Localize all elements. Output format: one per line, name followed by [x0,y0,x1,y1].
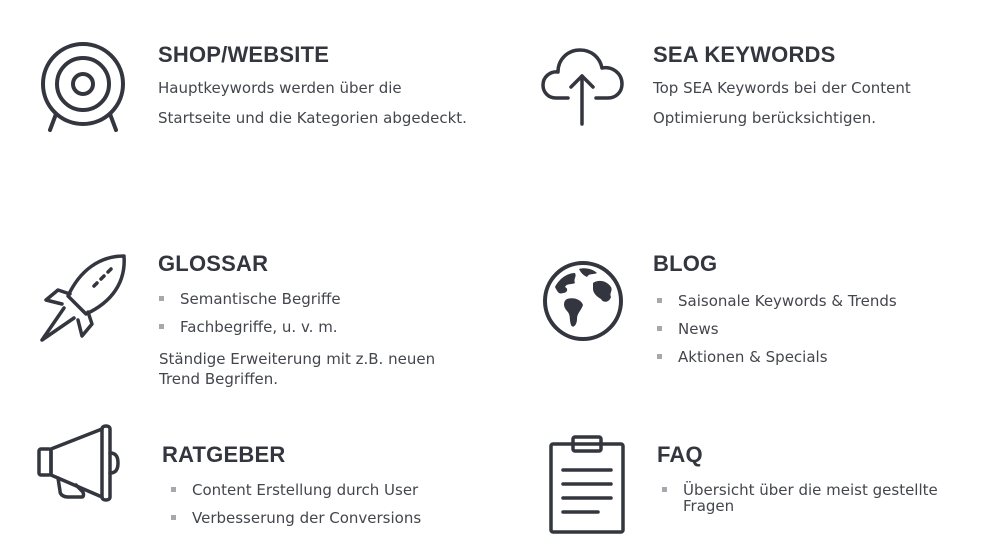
list-item-label: Aktionen & Specials [678,348,828,366]
list-item [662,482,942,514]
list-item-label: Verbesserung der Conversions [192,509,422,527]
sea-description-line: Top SEA Keywords bei der Content [653,79,911,97]
shop-description-line: Startseite und die Kategorien abgedeckt. [158,109,467,127]
list-item [159,285,341,313]
bullet [171,487,176,492]
clipboard-icon [548,434,626,534]
sea-title: SEA KEYWORDS [653,42,836,67]
blog-list [657,287,897,371]
list-item [171,476,421,504]
glossar-title: GLOSSAR [158,251,269,276]
list-item-label: Content Erstellung durch User [192,481,419,499]
sea-description-line: Optimierung berücksichtigen. [653,109,877,127]
bullet [171,515,176,520]
shop-title: SHOP/WEBSITE [158,42,330,67]
shop-description-line: Hauptkeywords werden über die [158,79,402,97]
bullet [662,487,667,492]
bullet [159,296,164,301]
blog-title: BLOG [653,251,718,276]
glossar-note-line: Ständige Erweiterung mit z.B. neuen [159,350,436,368]
bullet [657,326,662,331]
glossar-list [159,285,341,341]
list-item-label: Saisonale Keywords & Trends [678,292,897,310]
ratgeber-title: RATGEBER [162,442,286,467]
cloud-upload-icon [540,42,626,128]
bullet [657,298,662,303]
list-item-label: News [678,320,719,338]
list-item [159,313,341,341]
list-item [171,504,421,532]
list-item-label: Semantische Begriffe [180,290,341,308]
glossar-note-line: Trend Begriffen. [159,370,279,388]
glossar-note [159,349,435,389]
rocket-icon [38,252,130,344]
faq-title: FAQ [657,442,703,467]
megaphone-icon [36,423,122,505]
shop-description [158,73,467,133]
bullet [657,354,662,359]
faq-list [662,482,942,514]
list-item-label: Übersicht über die meist gestellte Fragen [683,481,938,515]
list-item-label: Fachbegriffe, u. v. m. [180,318,338,336]
list-item [657,315,897,343]
sea-description [653,73,911,133]
bullet [159,324,164,329]
target-icon [38,42,128,134]
ratgeber-list [171,476,421,532]
globe-icon [541,259,625,343]
list-item [657,343,897,371]
list-item [657,287,897,315]
